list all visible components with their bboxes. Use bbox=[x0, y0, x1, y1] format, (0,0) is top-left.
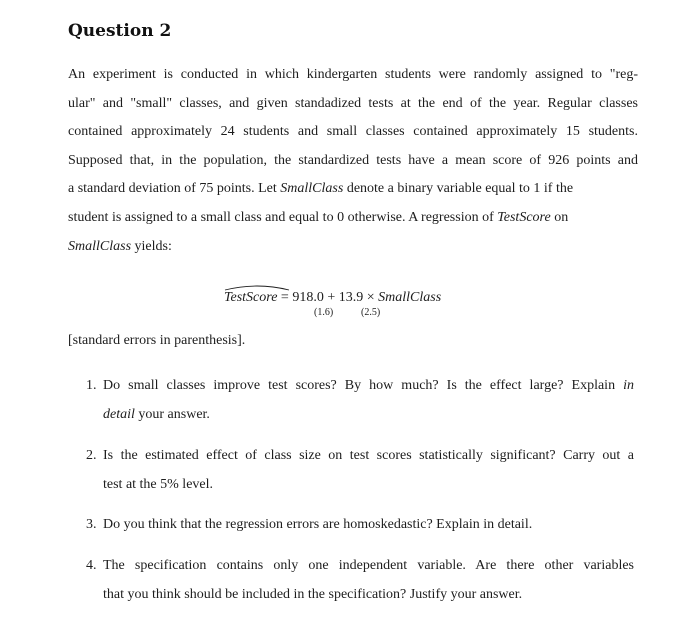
item-line: that you think should be included in the specification? Justify your answer. bbox=[103, 586, 523, 602]
intro-line bbox=[68, 175, 638, 204]
intro-text: yields: bbox=[131, 238, 172, 254]
item-line bbox=[103, 372, 634, 401]
item-number: 1. bbox=[86, 378, 97, 393]
equation-lhs bbox=[224, 290, 277, 306]
se-slope: (2.5) bbox=[361, 307, 381, 318]
variable-testscore: TestScore bbox=[497, 209, 551, 225]
item-body bbox=[103, 552, 634, 609]
intro-text: a standard deviation of 75 points. Let bbox=[68, 181, 281, 197]
equation-equals: = bbox=[277, 290, 293, 305]
intro-paragraph bbox=[68, 61, 638, 261]
regression-equation bbox=[224, 290, 441, 306]
list-item bbox=[86, 511, 634, 540]
variable-smallclass: SmallClass bbox=[280, 181, 344, 197]
item-line: test at the 5% level. bbox=[103, 476, 214, 492]
intro-line: An experiment is conducted in which kindergarten students were randomly assigned to "reg- bbox=[68, 67, 638, 82]
item-text: Do small classes improve test scores? By how much? Is the effect large? Explain bbox=[103, 378, 624, 393]
intro-line bbox=[68, 204, 638, 233]
item-body bbox=[103, 511, 634, 540]
standard-errors-note: [standard errors in parenthesis]. bbox=[68, 333, 246, 348]
item-body bbox=[103, 372, 634, 429]
intro-line bbox=[68, 233, 638, 262]
equation-rhs-var: SmallClass bbox=[378, 290, 442, 305]
equation-plus: + bbox=[323, 290, 339, 305]
item-line: The specification contains only one independent variable. Are there other variables bbox=[103, 558, 634, 573]
intro-line: ular" and "small" classes, and given standadized tests at the end of the year. Regular classes bbox=[68, 95, 638, 111]
list-item bbox=[86, 372, 634, 429]
item-text-italic: detail bbox=[103, 406, 135, 422]
hat-accent-icon bbox=[224, 283, 290, 291]
intro-line: contained approximately 24 students and small classes contained approximately 15 students. bbox=[68, 124, 638, 140]
item-text-italic: in bbox=[623, 378, 634, 393]
equation-lhs-var: TestScore bbox=[224, 290, 278, 305]
intro-text: on bbox=[550, 209, 569, 225]
item-number: 3. bbox=[86, 517, 97, 532]
equation-slope: 13.9 bbox=[338, 290, 364, 305]
equation-times: × bbox=[363, 290, 379, 305]
intro-line: Supposed that, in the population, the standardized tests have a mean score of 926 points and bbox=[68, 152, 638, 168]
question-title: Question 2 bbox=[68, 21, 172, 41]
item-body bbox=[103, 442, 634, 499]
item-line: Is the estimated effect of class size on test scores statistically significant? Carry out a bbox=[103, 448, 634, 463]
se-intercept: (1.6) bbox=[314, 307, 334, 318]
item-line: Do you think that the regression errors are homoskedastic? Explain in detail. bbox=[103, 517, 533, 532]
list-item bbox=[86, 552, 634, 609]
intro-text: student is assigned to a small class and equal to 0 otherwise. A regression of bbox=[68, 209, 498, 225]
item-line bbox=[103, 401, 634, 430]
list-item bbox=[86, 442, 634, 499]
intro-text: denote a binary variable equal to 1 if the bbox=[343, 181, 574, 197]
item-number: 2. bbox=[86, 448, 97, 463]
equation-intercept: 918.0 bbox=[292, 290, 324, 305]
item-text: your answer. bbox=[134, 406, 210, 422]
item-number: 4. bbox=[86, 558, 97, 573]
variable-smallclass: SmallClass bbox=[68, 238, 132, 254]
